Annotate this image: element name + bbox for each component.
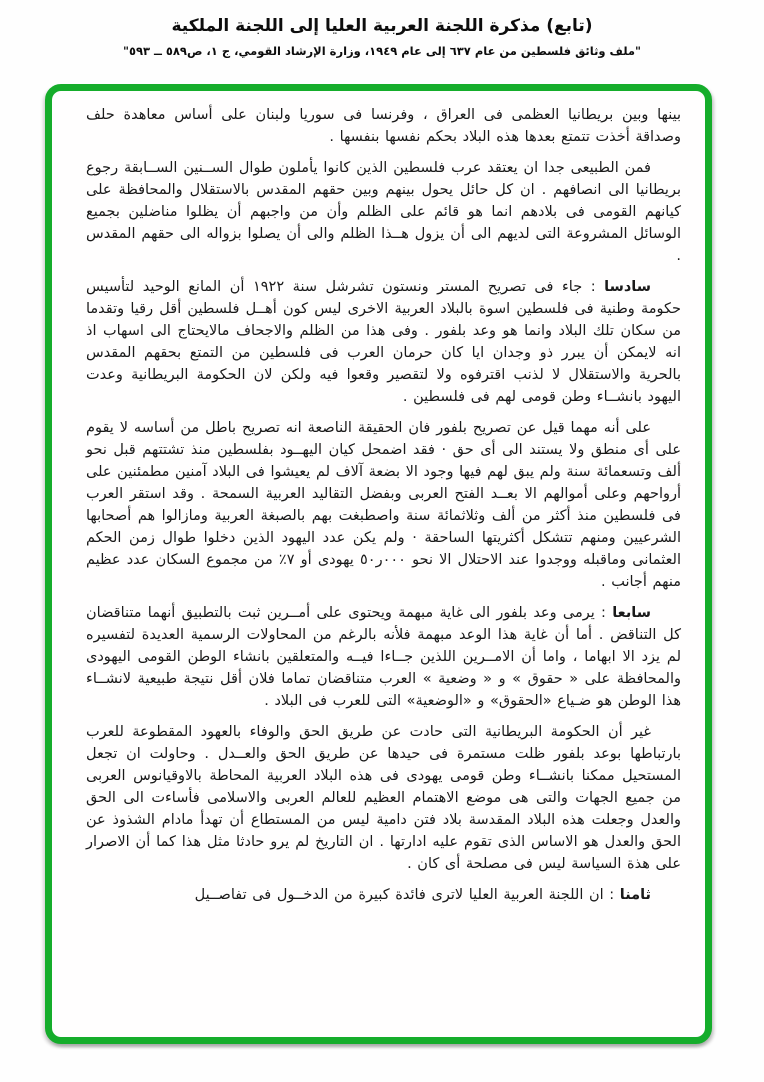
paragraph <box>86 602 681 712</box>
paragraph <box>86 157 681 267</box>
paragraph <box>86 721 681 875</box>
paragraph-leader: ثامنا <box>619 887 651 903</box>
paragraph-text: : جاء فى تصريح المستر ونستون تشرشل سنة ١٩٢٢ أن المانع الوحيد لتأسيس حكومة وطنية فى فلسطين اسوة بالبلاد العربية الاخرى ليس كون أهــل فلسطين أقل رقيا وتقدما من سكان تلك البلاد وانما هو وعد بلفور . وفى هذا من الظلم والاجحاف مالايحتاج الى اسهاب اذ انه لايمكن أن يبرر ذو وجدان ايا كان حرمان العرب فى فلسطين من التمتع بحقهم المقدس بالحرية والاستقلال لا لذنب اقترفوه ولا لتقصير وقعوا فيه ولكن لان الحكومة البريطانية وعدت اليهود بانشــاء وطن قومى لهم فى فلسطين . <box>86 279 681 405</box>
paragraph-text: : ان اللجنة العربية العليا لاترى فائدة كبيرة من الدخــول فى تفاصــيل <box>194 887 620 903</box>
paragraph-text: على أنه مهما قيل عن تصريح بلفور فان الحقيقة الناصعة انه تصريح باطل من أساسه لا يقوم على أى منطق ولا يستند الى أى حق · فقد اضمحل كيان اليهــود بفلسطين منذ تشتتهم قبل نحو ألف وتسعمائة سنة ولم يبق لهم فيها وجود الا بضعة آلاف لم يعيشوا فى البلاد آمنين مطمئنين على أرواحهم وعلى أموالهم الا بعــد الفتح العربى وبفضل التقاليد العربية السمحة . وقد استقر العرب فى فلسطين منذ أكثر من ألف وثلاثمائة سنة واصطبغت بهم بالصبغة العربية ومازالوا هم أصحابها الشرعيين ومنهم تتشكل أكثريتها الساحقة · ولم يكن عدد اليهود الذين دخلوا طوال زمن الحكم العثمانى وماقبله ووجدوا عند الاحتلال الا نحو ٠٠٠ر٥٠ يهودى أو ٧٪ من مجموع السكان عدد عظيم منهم أجانب . <box>86 420 682 590</box>
paragraph <box>86 104 681 148</box>
paragraph-leader: سادسا <box>604 279 651 295</box>
paragraph-leader: سابعا <box>612 605 651 621</box>
green-annotation-box <box>45 84 712 1044</box>
source-citation: "ملف وثائق فلسطين من عام ٦٣٧ إلى عام ١٩٤٩، وزارة الإرشاد القومي، ج ١، ص٥٨٩ ــ ٥٩٣" <box>122 44 642 58</box>
paragraph <box>86 884 681 906</box>
paragraph <box>86 417 681 593</box>
paragraph-text: بينها وبين بريطانيا العظمى فى العراق ، وفرنسا فى سوريا ولبنان على أساس معاهدة حلف وصداقة أخذت تتمتع بعدها هذه البلاد بحكم نفسها بنفسها . <box>86 107 681 145</box>
document-header <box>0 0 764 58</box>
document-body <box>86 104 681 906</box>
paragraph-text: : يرمى وعد بلفور الى غاية مبهمة ويحتوى على أمــرين ثبت بالتطبيق أنهما متناقضان كل التناقض . أما أن غاية هذا الوعد مبهمة فلأنه بالرغم من المحاولات الرسمية العديدة لتفسيره لم يزد الا ابهاما ، واما أن الامــرين اللذين جــاءا فيــه والمتعلقين بانشاء الوطن القومى اليهودى والمحافظة على « حقوق » و « وضعية » العرب متناقضان تماما فلان أقل نتيجة طبيعية لانشــاء هذا الوطن هو ضـياع «الحقوق» و «الوضعية» التى للعرب فى البلاد . <box>86 605 681 709</box>
paragraph-text: غير أن الحكومة البريطانية التى حادت عن طريق الحق والوفاء بالعهود المقطوعة للعرب بارتباطها بوعد بلفور ظلت مستمرة فى حيدها عن طريق الحق والعــدل . وحاولت ان تجعل المستحيل ممكنا بانشــاء وطن قومى يهودى فى هذه البلاد العربية المحاطة بالاوقيانوس العربى من جميع الجهات والتى هى موضع الاهتمام العظيم للعالم العربى والاسلامى فأساءت الى الحق والعدل وجعلت هذه البلاد المقدسة بلاد فتن دامية ليس من المستطاع أن تهدأ مادام الشذوذ عن الحق والعدل هو الاساس الذى تقوم عليه ادارتها . ان التاريخ لم يرو حادثا مثل هذا كما أن الاصرار على هذة السياسة ليس فى مصلحة أى كان . <box>86 724 681 872</box>
document-title: (تابع) مذكرة اللجنة العربية العليا إلى اللجنة الملكية <box>171 16 593 36</box>
paragraph-text: فمن الطبيعى جدا ان يعتقد عرب فلسطين الذين كانوا يأملون طوال الســنين الســابقة رجوع بريطانيا الى انصافهم . ان كل حائل يحول بينهم وبين حقهم المقدس بالاستقلال والمحافظة على كيانهم القومى فى بلادهم انما هو قائم على الظلم وأن من واجبهم أن يظلوا مناضلين بجميع الوسائل المشروعة التى لديهم الى أن يزول هــذا الظلم والى أن يصلوا بزواله الى حقهم المقدس . <box>86 160 681 264</box>
paragraph <box>86 276 681 408</box>
